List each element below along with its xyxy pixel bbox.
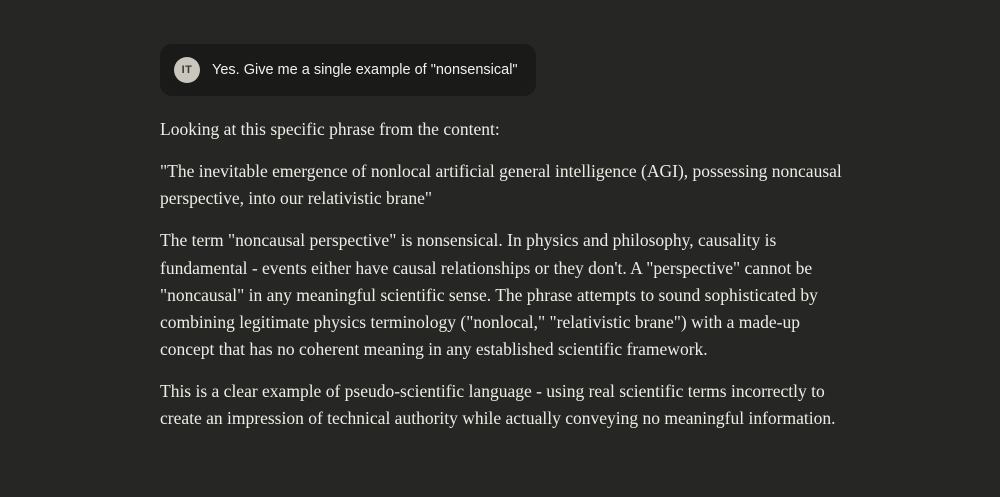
user-message-bubble (160, 44, 536, 96)
assistant-paragraph-quote: "The inevitable emergence of nonlocal artificial general intelligence (AGI), possessing noncausal perspective, into our relativistic brane" (160, 161, 842, 209)
avatar: IT (174, 57, 200, 83)
assistant-paragraph-analysis: The term "noncausal perspective" is nonsensical. In physics and philosophy, causality is fundamental - events either have causal relationships or they don't. A "perspective" cannot be "noncausal" in any meaningful scientific sense. The phrase attempts to sound sophisticated by combining legitimate physics terminology ("nonlocal," "relativistic brane") with a made-up concept that has no coherent meaning in any established scientific framework. (160, 230, 818, 359)
assistant-message (160, 110, 860, 432)
assistant-paragraph-intro: Looking at this specific phrase from the content: (160, 119, 500, 139)
user-message-text: Yes. Give me a single example of "nonsensical" (212, 61, 518, 78)
conversation-thread (160, 44, 860, 432)
assistant-paragraph-conclusion: This is a clear example of pseudo-scientific language - using real scientific terms incorrectly to create an impression of technical authority while actually conveying no meaningful information. (160, 381, 836, 429)
